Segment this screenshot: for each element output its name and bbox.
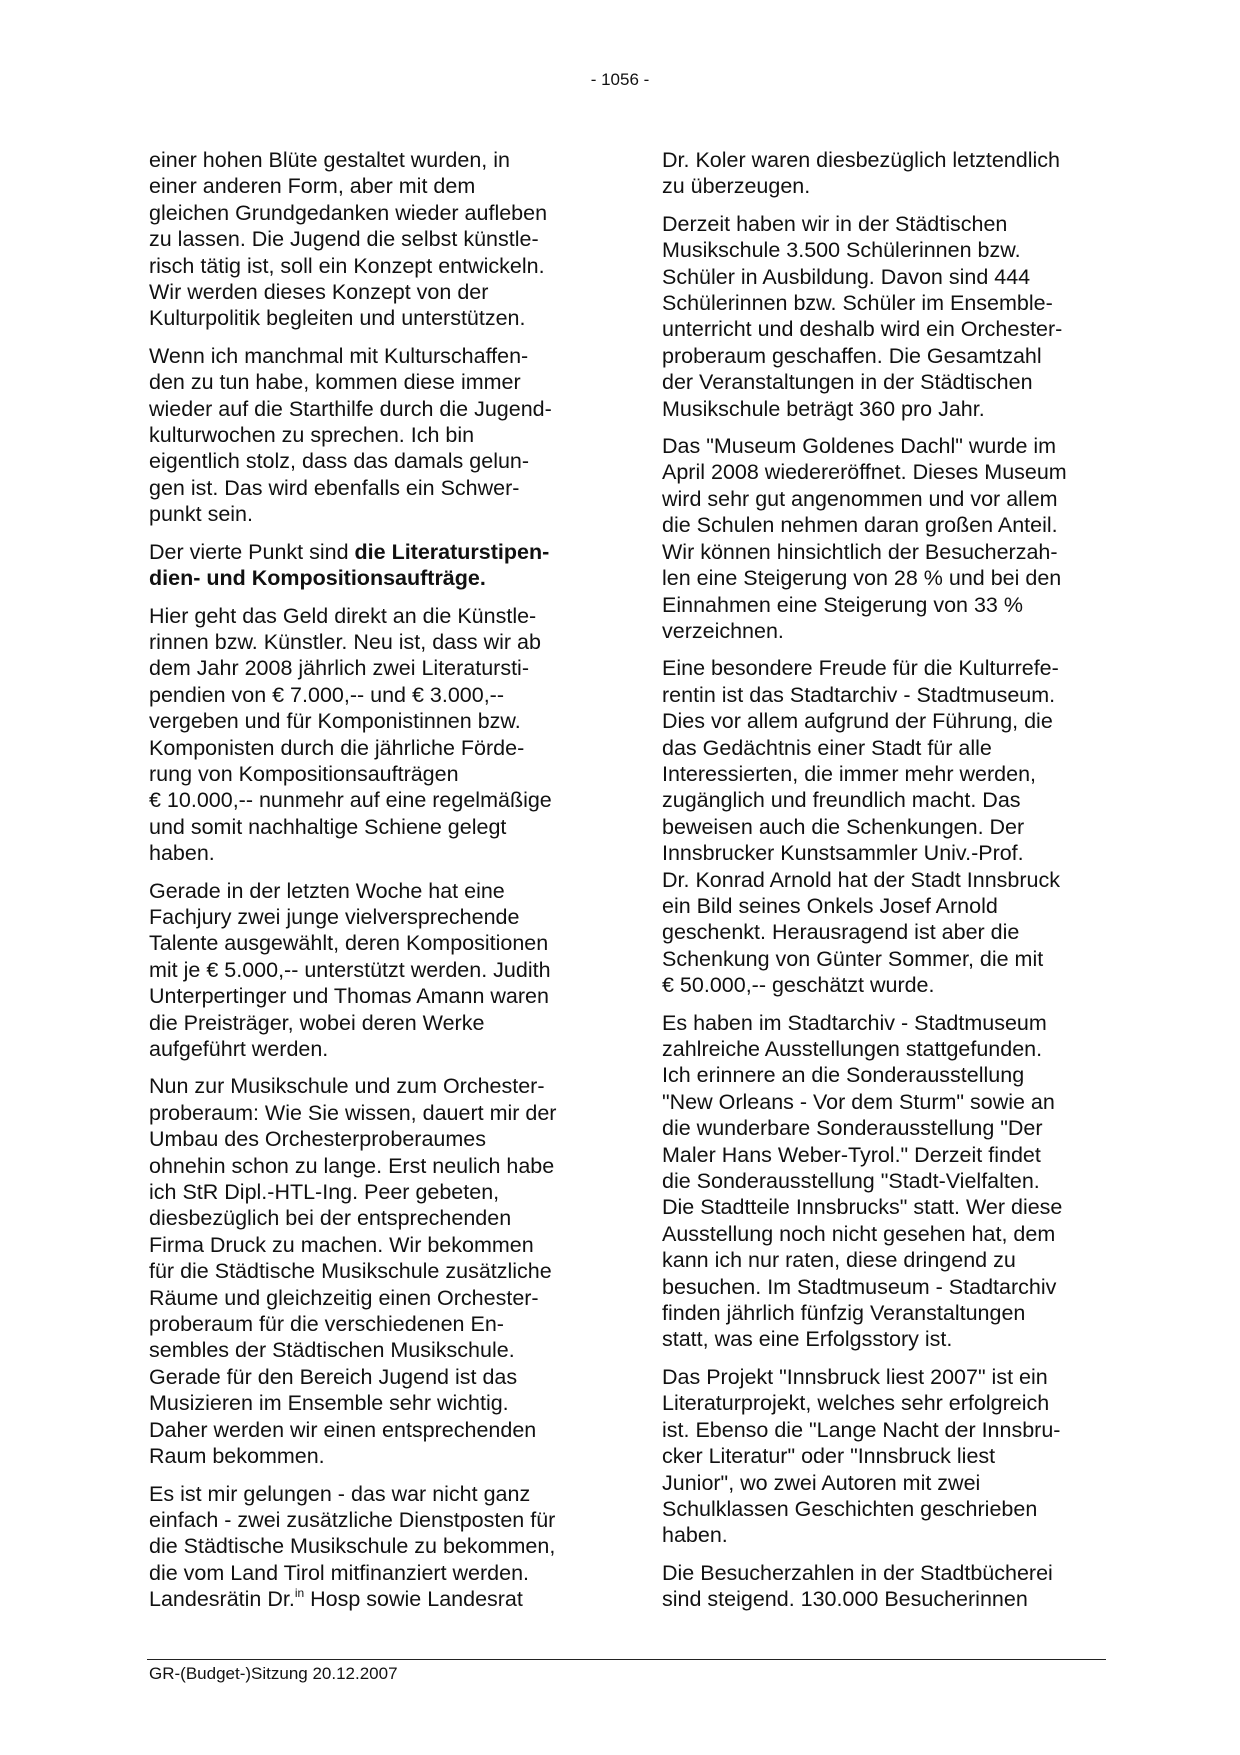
superscript: in (294, 1586, 305, 1601)
paragraph: Gerade in der letzten Woche hat eine Fachjury zwei junge vielversprechende Talente ausgewählt, deren Kompositionen mit je € 5.000,-- unterstützt werden. Judith Unterpertinger und Thomas Amann waren die Preisträger, wobei deren Werke aufgeführt werden. (149, 878, 551, 1061)
paragraph (149, 539, 599, 592)
left-column (149, 147, 599, 1624)
paragraph: Hier geht das Geld direkt an die Künstle- rinnen bzw. Künstler. Neu ist, dass wir ab dem Jahr 2008 jährlich zwei Literatursti- pendien von € 7.000,-- und € 3.000,-- vergeben und für Komponistinnen bzw. Komponisten durch die jährliche Förde- rung von Kompositionsaufträgen € 10.000,-- nunmehr auf eine regelmäßige und somit nachhaltige Schiene gelegt haben. (149, 603, 552, 866)
paragraph-main: Es ist mir gelungen - das war nicht ganz einfach - zwei zusätzliche Dienstposten für die Städtische Musikschule zu bekommen, die vom Land Tirol mitfinanziert werden. Landesrätin Dr. (149, 1481, 556, 1612)
footer-divider (147, 1659, 1106, 1660)
right-column (662, 147, 1112, 1624)
paragraph: Derzeit haben wir in der Städtischen Musikschule 3.500 Schülerinnen bzw. Schüler in Ausbildung. Davon sind 444 Schülerinnen bzw. Schüler im Ensemble- unterricht und deshalb wird ein Orchester- proberaum geschaffen. Die Gesamtzahl der Veranstaltungen in der Städtischen Musikschule beträgt 360 pro Jahr. (662, 211, 1063, 421)
paragraph: einer hohen Blüte gestaltet wurden, in einer anderen Form, aber mit dem gleichen Grundgedanken wieder aufleben zu lassen. Die Jugend die selbst künstle- risch tätig ist, soll ein Konzept entwickeln. Wir werden dieses Konzept von der Kulturpolitik begleiten und unterstützen. (149, 148, 548, 331)
paragraph: Dr. Koler waren diesbezüglich letztendlich zu überzeugen. (662, 148, 1060, 199)
paragraph: Das Projekt "Innsbruck liest 2007" ist ein Literaturprojekt, welches sehr erfolgreich ist. Ebenso die "Lange Nacht der Innsbru- cker Literatur" oder "Innsbruck liest Junior", wo zwei Autoren mit zwei Schulklassen Geschichten geschrieben haben. (662, 1364, 1061, 1548)
bold-heading-text: die Literaturstipen- dien- und Kompositionsaufträge. (149, 539, 550, 591)
paragraph-end: Hosp sowie Landesrat (304, 1587, 523, 1612)
footer-text: GR-(Budget-)Sitzung 20.12.2007 (149, 1664, 398, 1683)
paragraph: Wenn ich manchmal mit Kulturschaffen- den zu tun habe, kommen diese immer wieder auf die Starthilfe durch die Jugend- kulturwochen zu sprechen. Ich bin eigentlich stolz, dass das damals gelun- gen ist. Das wird ebenfalls ein Schwer- punkt sein. (149, 343, 552, 527)
paragraph: Es haben im Stadtarchiv - Stadtmuseum zahlreiche Ausstellungen stattgefunden. Ich erinnere an die Sonderausstellung "New Orleans - Vor dem Sturm" sowie an die wunderbare Sonderausstellung "Der Maler Hans Weber-Tyrol." Derzeit findet die Sonderausstellung "Stadt-Vielfalten. Die Stadtteile Innsbrucks" statt. Wer diese Ausstellung noch nicht gesehen hat, dem kann ich nur raten, diese dringend zu besuchen. Im Stadtmuseum - Stadtarchiv finden jährlich fünfzig Veranstaltungen statt, was eine Erfolgsstory ist. (662, 1010, 1063, 1352)
paragraph-intro: Der vierte Punkt sind (149, 539, 355, 564)
paragraph: Die Besucherzahlen in der Stadtbücherei sind steigend. 130.000 Besucherinnen (662, 1560, 1053, 1612)
paragraph: Das "Museum Goldenes Dachl" wurde im April 2008 wiedereröffnet. Dieses Museum wird sehr gut angenommen und vor allem die Schulen nehmen daran großen Anteil. Wir können hinsichtlich der Besucherzah- len eine Steigerung von 28 % und bei den Einnahmen eine Steigerung von 33 % verzeichnen. (662, 434, 1067, 643)
paragraph: Nun zur Musikschule und zum Orchester- proberaum: Wie Sie wissen, dauert mir der Umbau des Orchesterproberaumes ohnehin schon zu lange. Erst neulich habe ich StR Dipl.-HTL-Ing. Peer gebeten, diesbezüglich bei der entsprechenden Firma Druck zu machen. Wir bekommen für die Städtische Musikschule zusätzliche Räume und gleichzeitig einen Orchester- proberaum für die verschiedenen En- sembles der Städtischen Musikschule. Gerade für den Bereich Jugend ist das Musizieren im Ensemble sehr wichtig. Daher werden wir einen entsprechenden Raum bekommen. (149, 1074, 557, 1469)
paragraph (149, 1481, 599, 1613)
page-number: - 1056 - (590, 70, 650, 89)
paragraph: Eine besondere Freude für die Kulturrefe- rentin ist das Stadtarchiv - Stadtmuseum. Dies vor allem aufgrund der Führung, die das Gedächtnis einer Stadt für alle Interessierten, die immer mehr werden, zugänglich und freundlich macht. Das beweisen auch die Schenkungen. Der Innsbrucker Kunstsammler Univ.-Prof. Dr. Konrad Arnold hat der Stadt Innsbruck ein Bild seines Onkels Josef Arnold geschenkt. Herausragend ist aber die Schenkung von Günter Sommer, die mit € 50.000,-- geschätzt wurde. (662, 656, 1060, 998)
